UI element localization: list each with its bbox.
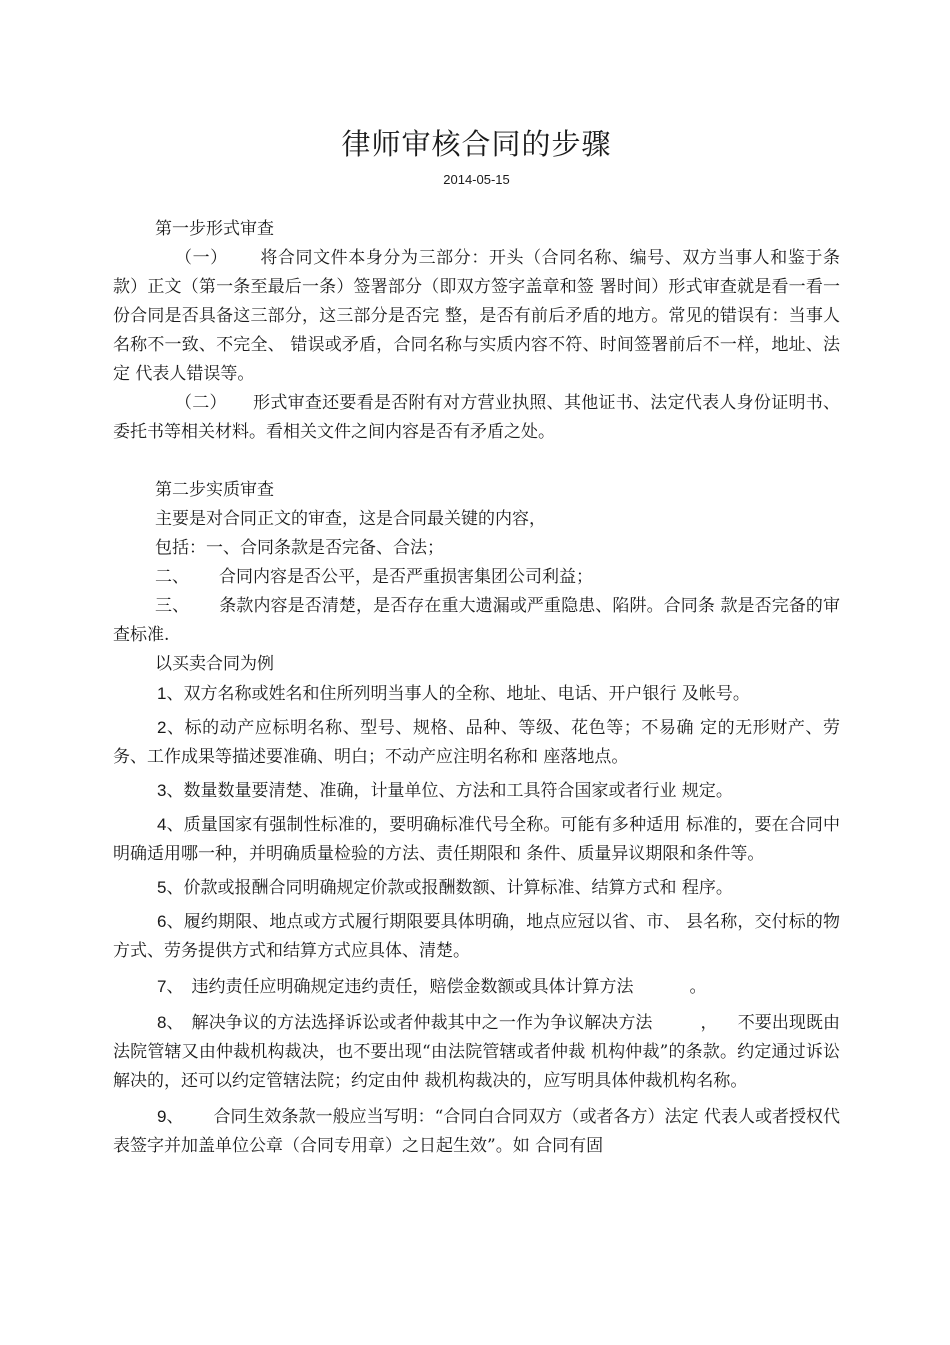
step2-item-2 xyxy=(113,563,840,592)
step1-p2-text: 形式审查还要看是否附有对方营业执照、其他证书、法定代表人身份证明书、委托书等相关材料。看相关文件之间内容是否有矛盾之处。 xyxy=(113,393,841,442)
step2-item-3-label: 三、 xyxy=(155,596,190,616)
list-item-6: 6、履约期限、地点或方式履行期限要具体明确，地点应冠以省、市、 县名称，交付标的物方式、劳务提供方式和结算方式应具体、清楚。 xyxy=(113,912,841,961)
step1-p2-label: （二） xyxy=(175,393,227,413)
list-item-8-number: 8 xyxy=(157,1013,167,1032)
list-item-2: 2、标的动产应标明名称、型号、规格、品种、等级、花色等；不易确 定的无形财产、劳务、工作成果等描述要准确、明白；不动产应注明名称和 座落地点。 xyxy=(113,718,841,767)
step1-paragraph-2 xyxy=(113,389,840,447)
list-item-3-text: 数量数量要清楚、准确，计量单位、方法和工具符合国家或者行业 规定。 xyxy=(183,781,733,801)
list-item-9-text: 合同生效条款一般应当写明：“合同白合同双方（或者各方）法定 代表人或者授权代表签字并加盖单位公章（合同专用章）之日起生效”。如 合同有固 xyxy=(113,1107,841,1156)
list-item-4-number: 4 xyxy=(157,815,167,834)
step1-p1-text: 将合同文件本身分为三部分：开头（合同名称、编号、双方当事人和鉴于条款）正文（第一条至最后一条）签署部分（即双方签字盖章和签 署时间）形式审查就是看一看一份合同是否具备这三部分，这三部分是否完 整，是否有前后矛盾的地方。常见的错误有：当事人名称不一致、不完全、 错误或矛盾，合同名称与实质内容不符、时间签署前后不一样，地址、法定 代表人错误等。 xyxy=(113,248,840,384)
list-item-8: 8、 解决争议的方法选择诉讼或者仲裁其中之一作为争议解决方法 ， 不要出现既由法院管辖又由仲裁机构裁决，也不要出现“由法院管辖或者仲裁 机构仲裁”的条款。约定通过诉讼解决的，还可以约定管辖法院；约定由仲 裁机构裁决的，应写明具体仲裁机构名称。 xyxy=(113,1013,841,1091)
document-date: 2014-05-15 xyxy=(443,172,510,187)
step2-item-2-label: 二、 xyxy=(155,567,189,587)
list-item-5: 5、价款或报酬合同明确规定价款或报酬数额、计算标准、结算方式和 程序。 xyxy=(157,878,733,898)
list-item-4: 4、质量国家有强制性标准的，要明确标准代号全称。可能有多种适用 标准的，要在合同中明确适用哪一种，并明确质量检验的方法、责任期限和 条件、质量异议期限和条件等。 xyxy=(113,815,841,864)
step2-item-3 xyxy=(113,592,840,650)
list-item-1: 1、双方名称或姓名和住所列明当事人的全称、地址、电话、开户银行 及帐号。 xyxy=(157,684,750,704)
list-item-2-text: 标的动产应标明名称、型号、规格、品种、等级、花色等；不易确 定的无形财产、劳务、工作成果等描述要准确、明白；不动产应注明名称和 座落地点。 xyxy=(113,718,841,767)
list-item-5-number: 5 xyxy=(157,878,167,897)
list-item-8-text-continued: 不要出现既由法院管辖又由仲裁机构裁决，也不要出现“由法院管辖或者仲裁 机构仲裁”的条款。约定通过诉讼解决的，还可以约定管辖法院；约定由仲 裁机构裁决的，应写明具体仲裁机构名称。 xyxy=(113,1013,841,1091)
list-item-7-number: 7 xyxy=(157,977,167,996)
step1-heading: 第一步形式审查 xyxy=(155,219,274,239)
step2-heading: 第二步实质审查 xyxy=(155,480,274,500)
document-body xyxy=(113,215,840,1161)
list-item-6-number: 6 xyxy=(157,912,167,931)
step2-intro: 主要是对合同正文的审查，这是合同最关键的内容， xyxy=(155,509,546,529)
list-item-9: 9、 合同生效条款一般应当写明：“合同白合同双方（或者各方）法定 代表人或者授权代表签字并加盖单位公章（合同专用章）之日起生效”。如 合同有固 xyxy=(113,1107,841,1156)
list-item-1-text: 双方名称或姓名和住所列明当事人的全称、地址、电话、开户银行 及帐号。 xyxy=(183,684,750,704)
list-item-9-number: 9 xyxy=(157,1107,167,1126)
document-page xyxy=(113,0,840,1345)
document-title: 律师审核合同的步骤 xyxy=(341,127,612,161)
list-item-7: 7、 违约责任应明确规定违约责任，赔偿金数额或具体计算方法 。 xyxy=(157,977,707,997)
step1-paragraph-1 xyxy=(113,244,840,389)
step2-example: 以买卖合同为例 xyxy=(155,654,274,674)
list-item-6-text: 履约期限、地点或方式履行期限要具体明确，地点应冠以省、市、 县名称，交付标的物方式、劳务提供方式和结算方式应具体、清楚。 xyxy=(113,912,841,961)
list-item-7-text: 违约责任应明确规定违约责任，赔偿金数额或具体计算方法 xyxy=(191,977,634,997)
list-item-3: 3、数量数量要清楚、准确，计量单位、方法和工具符合国家或者行业 规定。 xyxy=(157,781,733,801)
list-item-4-text: 质量国家有强制性标准的，要明确标准代号全称。可能有多种适用 标准的，要在合同中明确适用哪一种，并明确质量检验的方法、责任期限和 条件、质量异议期限和条件等。 xyxy=(113,815,841,864)
step2-item-1: 包括：一、合同条款是否完备、合法； xyxy=(155,538,444,558)
step2-item-3-text: 条款内容是否清楚，是否存在重大遗漏或严重隐患、陷阱。合同条 款是否完备的审查标准. xyxy=(113,596,840,645)
list-item-8-text: 解决争议的方法选择诉讼或者仲裁其中之一作为争议解决方法 xyxy=(191,1013,653,1033)
step2-item-2-text: 合同内容是否公平，是否严重损害集团公司利益； xyxy=(219,567,593,587)
list-item-3-number: 3 xyxy=(157,781,167,800)
list-item-1-number: 1 xyxy=(157,684,167,703)
list-item-2-number: 2 xyxy=(157,718,167,737)
list-item-5-text: 价款或报酬合同明确规定价款或报酬数额、计算标准、结算方式和 程序。 xyxy=(183,878,733,898)
section-gap xyxy=(113,447,840,476)
step1-p1-label: （一） xyxy=(175,248,228,268)
